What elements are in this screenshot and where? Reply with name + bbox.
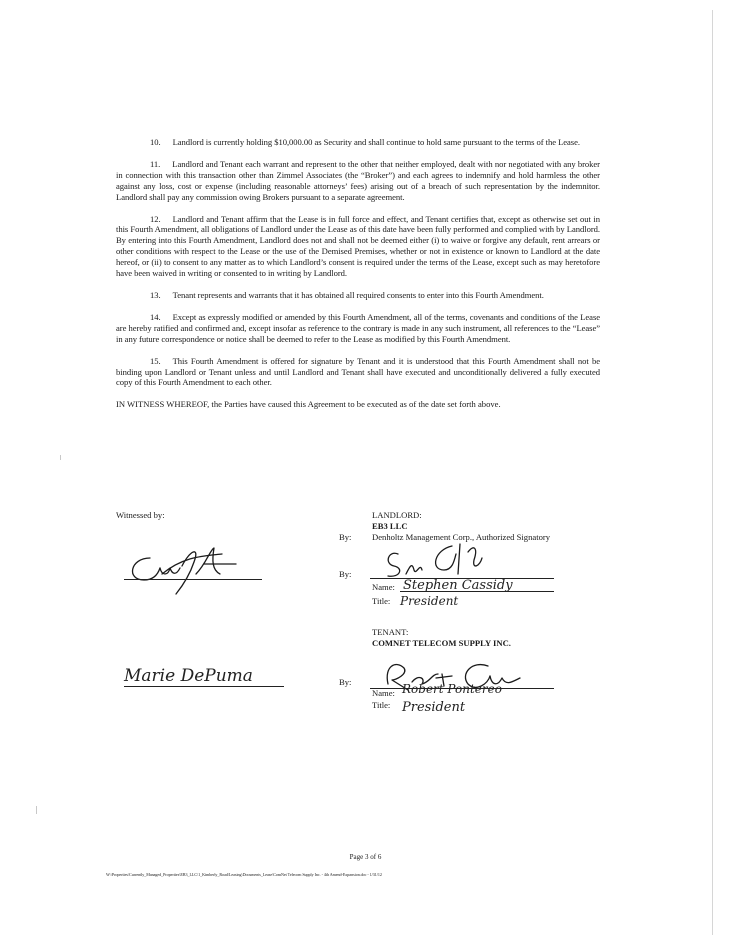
paragraph-text: Landlord and Tenant affirm that the Lease is in full force and effect, and Tenant certifies that, except as otherwise set out in this Fourth Amendment, all obligations of Landlord under the Lease as of this date have been fully performed and complied with by Landlord. By entering into this Fourth Amendment, Landlord does not and shall not be deemed either (i) to waive or forgive any default, rent arrears or other conditions with respect to the Lease or the use of the Demised Premises, whether or not in existence or known to Landlord at the date hereof, or (ii) to consent to any matter as to which Landlord’s consent is required under the terms of the Lease, except such as may heretofore have been waived in writing or consented to in writing by Landlord. xyxy=(116,213,600,279)
tenant-name-handwritten: Robert Pontereo xyxy=(402,682,502,696)
paragraph-13 xyxy=(116,290,600,301)
witness-2-signature: Marie DePuma xyxy=(124,666,253,686)
document-body xyxy=(116,137,600,410)
landlord-block xyxy=(372,510,550,543)
paragraph-text: Landlord and Tenant each warrant and represent to the other that neither employed, dealt with nor negotiated with any broker in connection with this transaction other than Zimmel Associates (the “Broker”) and each agrees to indemnify and hold harmless the other against any loss, cost or expense (including reasonable attorneys’ fees) arising out of a breach of such representation by the indemnitor. Landlord shall pay any commission owing Brokers pursuant to a separate agreement. xyxy=(116,158,600,202)
landlord-title-label: Title: xyxy=(372,596,391,606)
landlord-name-handwritten: Stephen Cassidy xyxy=(403,578,513,593)
witness-1-signature xyxy=(124,544,264,600)
landlord-by-label-2: By: xyxy=(339,569,352,579)
tenant-block xyxy=(372,627,511,649)
landlord-title-handwritten: President xyxy=(400,594,459,608)
paragraph-text: This Fourth Amendment is offered for signature by Tenant and it is understood that this Fourth Amendment shall not be binding upon Landlord or Tenant unless and until Landlord and Tenant shall have executed and unconditionally delivered a fully executed copy of this Fourth Amendment to each other. xyxy=(116,355,600,388)
witness-1-signature-line xyxy=(124,579,262,580)
paragraph-text: Landlord is currently holding $10,000.00 as Security and shall continue to hold same pursuant to the terms of the Lease. xyxy=(172,137,580,147)
paragraph-10 xyxy=(116,137,600,148)
landlord-name-label: Name: xyxy=(372,582,395,592)
landlord-by-label: By: xyxy=(339,532,352,542)
tenant-title-handwritten: President xyxy=(402,700,466,715)
document-file-path: W:\Properties\Currently_Managed_Properties\EB3_LLC\1_Kimberly_Road\Leasing\Documents_Lease\ComNet Telecom Supply Inc. - 4th Amend-Expansion.doc - 1/31/12 xyxy=(106,872,382,877)
scan-edge-line xyxy=(712,10,713,935)
witnessed-by-label: Witnessed by: xyxy=(116,510,165,520)
paragraph-text: Tenant represents and warrants that it has obtained all required consents to enter into this Fourth Amendment. xyxy=(172,289,544,300)
tenant-by-label: By: xyxy=(339,677,352,687)
paragraph-12 xyxy=(116,214,600,279)
tenant-heading: TENANT: xyxy=(372,627,409,637)
paragraph-14 xyxy=(116,312,600,345)
paragraph-11 xyxy=(116,159,600,203)
paragraph-text: Except as expressly modified or amended by this Fourth Amendment, all of the terms, covenants and conditions of the Lease are hereby ratified and confirmed and, except insofar as reference to the contrary is made in any such instrument, all references to the “Lease” in any future correspondence or notice shall be deemed to refer to the Lease as modified by this Fourth Amendment. xyxy=(116,311,600,344)
witness-2-signature-line xyxy=(124,686,284,687)
paragraph-15 xyxy=(116,356,600,389)
tenant-name: COMNET TELECOM SUPPLY INC. xyxy=(372,638,511,648)
scan-mark xyxy=(60,455,61,460)
tenant-name-label: Name: xyxy=(372,688,395,698)
landlord-name: EB3 LLC xyxy=(372,521,408,531)
landlord-heading: LANDLORD: xyxy=(372,510,422,520)
paragraph-number: 12. xyxy=(150,213,161,224)
landlord-authorized-signatory: Denholtz Management Corp., Authorized Signatory xyxy=(372,532,551,542)
paragraph-number: 15. xyxy=(150,355,161,366)
paragraph-number: 14. xyxy=(150,311,161,322)
paragraph-number: 10. xyxy=(150,137,161,147)
page-number: Page 3 of 6 xyxy=(349,853,382,861)
witness-clause: IN WITNESS WHEREOF, the Parties have caused this Agreement to be executed as of the date set forth above. xyxy=(116,399,501,410)
paragraph-number: 13. xyxy=(150,289,161,300)
landlord-signature xyxy=(380,540,500,582)
scan-mark xyxy=(36,806,37,814)
tenant-title-label: Title: xyxy=(372,700,391,710)
paragraph-number: 11. xyxy=(150,158,161,169)
